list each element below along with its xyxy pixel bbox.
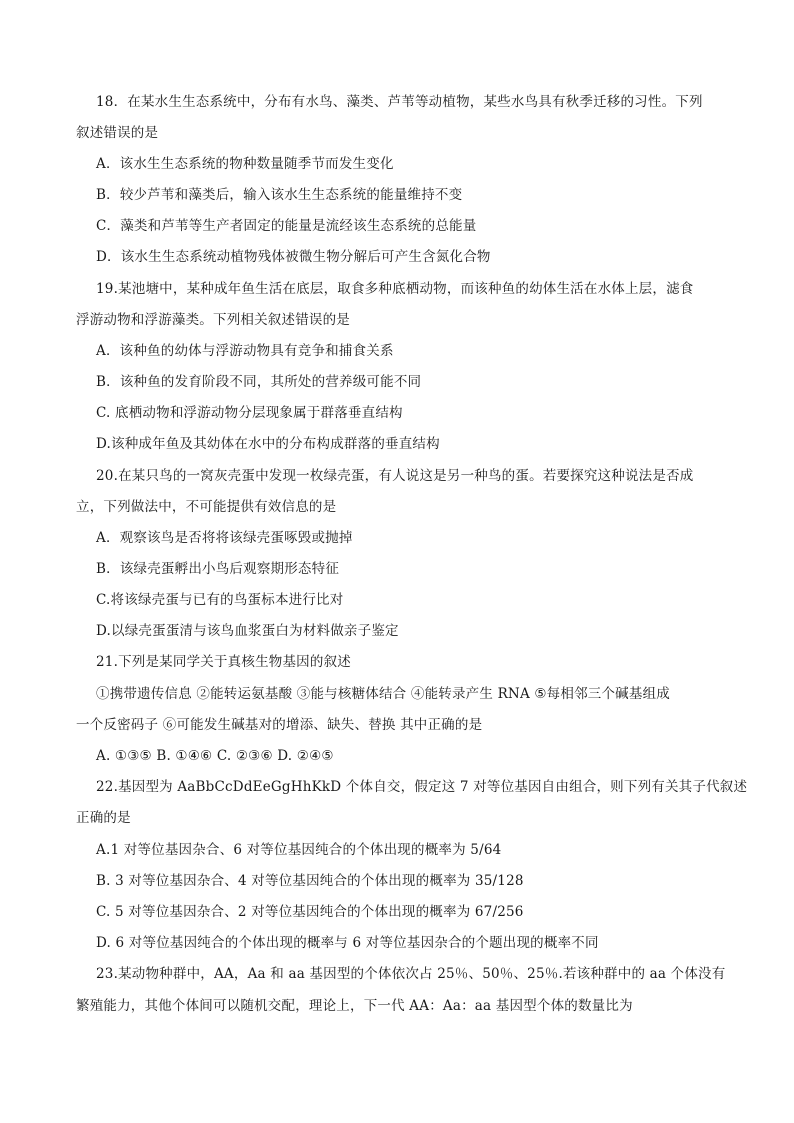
- q22-option-d: D. 6 对等位基因纯合的个体出现的概率与 6 对等位基因杂合的个题出现的概率不同: [96, 935, 599, 951]
- q19-option-b: B．该种鱼的发育阶段不同，其所处的营养级可能不同: [96, 374, 422, 390]
- q22-option-a: A.1 对等位基因杂合、6 对等位基因纯合的个体出现的概率为 5/64: [96, 842, 502, 858]
- q21-statements-line-2: 一个反密码子 ⑥可能发生碱基对的增添、缺失、替换 其中正确的是: [76, 717, 483, 733]
- q18-option-d: D．该水生生态系统动植物残体被微生物分解后可产生含氮化合物: [96, 249, 491, 265]
- q19-stem-line-2: 浮游动物和浮游藻类。下列相关叙述错误的是: [76, 312, 350, 328]
- q20-option-b: B．该绿壳蛋孵出小鸟后观察期形态特征: [96, 561, 340, 577]
- q19-option-d: D.该种成年鱼及其幼体在水中的分布构成群落的垂直结构: [96, 436, 440, 452]
- q23-stem-line-2: 繁殖能力，其他个体间可以随机交配，理论上，下一代 AA：Aa：aa 基因型个体的数量比为: [76, 998, 633, 1014]
- q21-stem-line-1: 21.下列是某同学关于真核生物基因的叙述: [96, 654, 351, 670]
- q19-option-c: C. 底栖动物和浮游动物分层现象属于群落垂直结构: [96, 405, 403, 421]
- q18-stem-line-1: 18．在某水生生态系统中，分布有水鸟、藻类、芦苇等动植物，某些水鸟具有秋季迁移的习性。下列: [96, 94, 703, 110]
- q21-statements-line-1: ①携带遗传信息 ②能转运氨基酸 ③能与核糖体结合 ④能转录产生 RNA ⑤每相邻三个碱基组成: [96, 686, 670, 702]
- q20-option-a: A．观察该鸟是否将将该绿壳蛋啄毁或抛掉: [96, 530, 353, 546]
- q22-stem-line-2: 正确的是: [76, 810, 131, 826]
- q22-option-c: C. 5 对等位基因杂合、2 对等位基因纯合的个体出现的概率为 67/256: [96, 904, 524, 920]
- q22-option-b: B. 3 对等位基因杂合、4 对等位基因纯合的个体出现的概率为 35/128: [96, 873, 524, 889]
- q19-stem-line-1: 19.某池塘中，某种成年鱼生活在底层，取食多种底栖动物，而该种鱼的幼体生活在水体上层，滤食: [96, 281, 694, 297]
- q18-stem-line-2: 叙述错误的是: [76, 125, 159, 141]
- q22-stem-line-1: 22.基因型为 AaBbCcDdEeGgHhKkD 个体自交，假定这 7 对等位基因自由组合，则下列有关其子代叙述: [96, 779, 748, 795]
- q20-stem-line-2: 立，下列做法中，不可能提供有效信息的是: [76, 499, 337, 515]
- q21-options: A. ①③⑤ B. ①④⑥ C. ②③⑥ D. ②④⑤: [96, 748, 334, 764]
- q19-option-a: A．该种鱼的幼体与浮游动物具有竞争和捕食关系: [96, 343, 394, 359]
- q23-stem-line-1: 23.某动物种群中，AA，Aa 和 aa 基因型的个体依次占 25％、50％、25％.若该种群中的 aa 个体没有: [96, 966, 726, 982]
- q18-option-b: B．较少芦苇和藻类后，输入该水生生态系统的能量维持不变: [96, 187, 463, 203]
- q18-option-a: A．该水生生态系统的物种数量随季节而发生变化: [96, 156, 394, 172]
- q20-stem-line-1: 20.在某只鸟的一窝灰壳蛋中发现一枚绿壳蛋，有人说这是另一种鸟的蛋。若要探究这种说法是否成: [96, 468, 694, 484]
- q20-option-c: C.将该绿壳蛋与已有的鸟蛋标本进行比对: [96, 592, 344, 608]
- q18-option-c: C．藻类和芦苇等生产者固定的能量是流经该生态系统的总能量: [96, 218, 477, 234]
- q20-option-d: D.以绿壳蛋蛋清与该鸟血浆蛋白为材料做亲子鉴定: [96, 623, 399, 639]
